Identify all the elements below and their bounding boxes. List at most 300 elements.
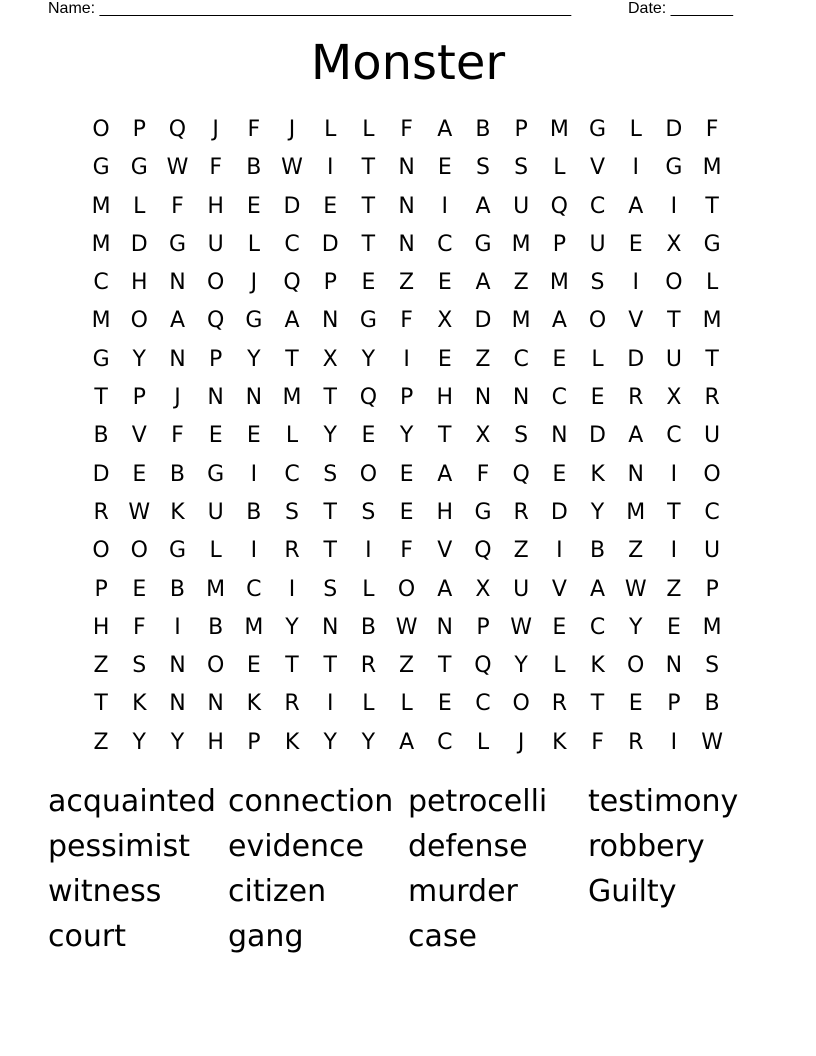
word-row [48, 780, 768, 825]
grid-letter: P [667, 691, 681, 717]
grid-letter: L [324, 117, 337, 142]
grid-letter: J [174, 385, 181, 411]
grid-letter: K [246, 691, 262, 717]
grid-letter: Y [323, 729, 337, 755]
grid-letter: U [704, 423, 721, 449]
grid-letter: I [670, 729, 678, 755]
grid-letter: C [704, 499, 720, 525]
grid-letter: Y [170, 729, 185, 755]
grid-letter: I [632, 270, 639, 296]
grid-letter: N [169, 653, 186, 679]
grid-letter: D [474, 308, 492, 334]
grid-letter: F [132, 614, 146, 640]
grid-letter: A [437, 576, 453, 602]
grid-letter: B [208, 614, 224, 640]
grid-letter: I [288, 576, 296, 602]
grid-letter: G [359, 308, 377, 334]
grid-letter: A [169, 308, 185, 334]
grid-letter: E [399, 499, 414, 525]
grid-letter: U [513, 193, 530, 219]
grid-letter: W [281, 155, 303, 181]
grid-letter: U [665, 346, 682, 372]
grid-letter: T [94, 385, 108, 411]
grid-letter: S [323, 576, 338, 602]
grid-letter: E [246, 653, 261, 679]
grid-letter: H [207, 729, 224, 755]
grid-letter: T [361, 231, 376, 257]
grid-letter: Y [361, 729, 376, 755]
grid-letter: Y [628, 614, 643, 640]
grid-letter: N [512, 385, 530, 411]
grid-letter: H [92, 614, 110, 640]
search-word: petrocelli [408, 784, 548, 819]
grid-letter: A [284, 308, 300, 334]
grid-letter: C [551, 385, 568, 411]
grid-row [82, 302, 732, 340]
grid-letter: G [589, 117, 607, 142]
grid-letter: L [591, 346, 604, 372]
search-word: witness [48, 874, 162, 909]
grid-letter: A [475, 270, 491, 296]
grid-letter: S [361, 499, 376, 525]
grid-letter: R [513, 499, 529, 525]
grid-letter: E [628, 691, 643, 717]
grid-letter: Q [474, 538, 492, 564]
grid-letter: S [514, 423, 529, 449]
grid-letter: L [247, 231, 260, 257]
grid-letter: R [284, 538, 300, 564]
grid-letter: Z [475, 346, 491, 372]
grid-row [82, 226, 732, 264]
grid-letter: N [665, 653, 683, 679]
grid-letter: M [549, 270, 569, 296]
grid-letter: R [551, 691, 567, 717]
grid-letter: L [285, 423, 299, 449]
grid-letter: N [169, 346, 186, 372]
grid-letter: Z [399, 270, 415, 296]
grid-letter: E [437, 346, 452, 372]
grid-letter: V [551, 576, 567, 602]
grid-letter: G [474, 231, 492, 257]
search-word: defense [408, 829, 528, 864]
grid-row [82, 188, 732, 226]
grid-letter: A [551, 308, 567, 334]
grid-letter: L [209, 538, 222, 564]
grid-letter: X [475, 576, 491, 602]
grid-letter: T [667, 308, 681, 334]
grid-letter: F [591, 729, 604, 755]
grid-letter: C [513, 346, 529, 372]
grid-letter: G [130, 155, 148, 181]
grid-letter: M [91, 193, 111, 219]
grid-letter: K [284, 729, 300, 755]
grid-letter: C [475, 691, 491, 717]
grid-letter: U [704, 538, 721, 564]
grid-letter: Y [323, 423, 337, 449]
grid-letter: W [128, 499, 151, 525]
grid-letter: B [360, 614, 376, 640]
grid-letter: P [323, 270, 337, 296]
grid-letter: E [552, 346, 567, 372]
grid-letter: O [206, 653, 225, 679]
grid-letter: F [400, 538, 413, 564]
grid-letter: I [632, 155, 639, 181]
grid-letter: N [398, 193, 415, 219]
search-word: case [408, 919, 477, 954]
grid-letter: L [553, 155, 566, 181]
search-word: pessimist [48, 829, 191, 864]
grid-letter: P [132, 117, 146, 142]
grid-letter: L [362, 117, 375, 142]
word-row [48, 915, 768, 960]
grid-letter: E [246, 193, 261, 219]
grid-letter: E [552, 614, 567, 640]
grid-letter: G [168, 231, 186, 257]
grid-letter: F [476, 461, 490, 487]
grid-letter: E [132, 576, 147, 602]
grid-letter: O [359, 461, 378, 487]
name-field[interactable]: Name: _____________________________________________________ [48, 0, 572, 17]
grid-letter: N [398, 155, 415, 181]
word-list [48, 780, 768, 960]
grid-letter: N [207, 691, 224, 717]
grid-letter: O [512, 691, 530, 717]
grid-letter: T [705, 346, 719, 372]
grid-letter: G [474, 499, 492, 525]
grid-letter: T [285, 346, 299, 372]
grid-letter: K [590, 461, 605, 487]
grid-letter: B [246, 499, 262, 525]
grid-letter: I [174, 614, 181, 640]
grid-letter: N [321, 308, 339, 334]
grid-letter: D [665, 117, 683, 142]
grid-letter: E [132, 461, 147, 487]
grid-letter: Z [93, 653, 109, 679]
grid-letter: N [627, 461, 644, 487]
page-title: Monster [310, 35, 506, 91]
grid-letter: U [207, 231, 224, 257]
grid-letter: N [169, 691, 186, 717]
search-word: Guilty [588, 874, 677, 909]
grid-letter: C [284, 461, 300, 487]
grid-letter: P [705, 576, 719, 602]
grid-letter: V [437, 538, 453, 564]
grid-letter: D [589, 423, 606, 449]
grid-letter: X [322, 346, 338, 372]
grid-letter: R [284, 691, 300, 717]
grid-letter: N [245, 385, 263, 411]
grid-letter: C [666, 423, 682, 449]
grid-row [82, 532, 732, 570]
grid-letter: Y [247, 346, 261, 372]
grid-letter: O [92, 117, 110, 142]
grid-letter: F [209, 155, 222, 181]
grid-letter: H [436, 385, 454, 411]
grid-row [82, 111, 732, 149]
grid-letter: I [670, 538, 678, 564]
grid-letter: O [130, 538, 148, 564]
grid-letter: N [474, 385, 492, 411]
grid-letter: F [171, 193, 184, 219]
grid-letter: Y [285, 614, 299, 640]
grid-letter: T [361, 155, 376, 181]
letter-grid [82, 111, 732, 762]
grid-letter: W [166, 155, 189, 181]
grid-letter: I [556, 538, 563, 564]
grid-letter: I [670, 193, 678, 219]
grid-letter: P [209, 346, 223, 372]
grid-letter: P [552, 231, 566, 257]
grid-letter: A [590, 576, 606, 602]
grid-letter: C [437, 729, 453, 755]
grid-letter: G [665, 155, 683, 181]
grid-letter: H [131, 270, 148, 296]
grid-letter: B [475, 117, 491, 142]
grid-letter: Q [168, 117, 187, 142]
grid-letter: D [283, 193, 301, 219]
grid-letter: U [207, 499, 224, 525]
grid-letter: Z [513, 538, 529, 564]
header-line [48, 0, 748, 20]
grid-letter: Y [399, 423, 414, 449]
grid-letter: T [705, 193, 719, 219]
grid-row [82, 647, 732, 685]
grid-letter: W [701, 729, 723, 755]
grid-letter: O [206, 270, 225, 296]
grid-letter: T [323, 499, 337, 525]
grid-letter: E [399, 461, 414, 487]
search-word: court [48, 919, 126, 954]
grid-letter: C [437, 231, 453, 257]
grid-letter: D [92, 461, 110, 487]
search-word: murder [408, 874, 518, 909]
grid-letter: O [627, 653, 645, 679]
grid-letter: I [326, 155, 334, 181]
grid-letter: C [246, 576, 262, 602]
grid-letter: O [588, 308, 607, 334]
grid-letter: D [550, 499, 568, 525]
grid-letter: Q [512, 461, 530, 487]
word-row [48, 825, 768, 870]
grid-letter: B [169, 576, 186, 602]
grid-letter: T [323, 538, 337, 564]
grid-letter: M [549, 117, 569, 142]
grid-letter: M [91, 308, 111, 334]
grid-letter: P [476, 614, 490, 640]
grid-letter: I [326, 691, 334, 717]
grid-row [82, 571, 732, 609]
grid-letter: I [250, 461, 258, 487]
grid-letter: E [361, 270, 376, 296]
grid-letter: P [399, 385, 414, 411]
grid-letter: Y [590, 499, 605, 525]
grid-letter: Y [361, 346, 376, 372]
grid-row [82, 149, 732, 187]
grid-letter: O [665, 270, 683, 296]
search-word: gang [228, 919, 304, 954]
grid-letter: Z [628, 538, 644, 564]
grid-letter: K [552, 729, 567, 755]
date-field[interactable]: Date: _______ [628, 0, 733, 17]
grid-letter: S [514, 155, 529, 181]
grid-letter: L [553, 653, 566, 679]
grid-letter: F [705, 117, 719, 142]
grid-letter: L [476, 729, 490, 755]
grid-letter: G [703, 231, 721, 257]
grid-letter: G [245, 308, 263, 334]
grid-row [82, 417, 732, 455]
grid-letter: C [589, 193, 606, 219]
grid-letter: J [517, 729, 525, 755]
search-word: testimony [588, 784, 739, 819]
grid-letter: T [323, 653, 337, 679]
grid-letter: N [321, 614, 339, 640]
grid-letter: M [702, 308, 722, 334]
grid-letter: L [629, 117, 642, 142]
grid-letter: J [212, 117, 219, 142]
grid-letter: K [590, 653, 605, 679]
grid-letter: X [666, 231, 682, 257]
grid-letter: F [400, 308, 413, 334]
grid-letter: C [93, 270, 109, 296]
grid-row [82, 341, 732, 379]
grid-letter: F [247, 117, 261, 142]
grid-letter: X [437, 308, 453, 334]
grid-letter: Q [206, 308, 225, 334]
grid-letter: I [365, 538, 372, 564]
grid-letter: V [590, 155, 606, 181]
grid-letter: D [321, 231, 339, 257]
grid-letter: G [207, 461, 225, 487]
grid-letter: D [130, 231, 148, 257]
grid-letter: H [207, 193, 224, 219]
grid-letter: O [703, 461, 721, 487]
grid-letter: R [93, 499, 109, 525]
grid-letter: U [589, 231, 606, 257]
grid-row [82, 456, 732, 494]
grid-letter: S [132, 653, 147, 679]
grid-letter: F [400, 117, 413, 142]
grid-letter: Q [359, 385, 378, 411]
grid-row [82, 379, 732, 417]
grid-letter: T [361, 193, 376, 219]
grid-letter: Y [132, 729, 146, 755]
grid-letter: M [511, 231, 531, 257]
grid-letter: M [511, 308, 531, 334]
grid-letter: N [207, 385, 224, 411]
grid-row [82, 494, 732, 532]
grid-letter: M [91, 231, 111, 257]
grid-letter: E [208, 423, 223, 449]
grid-letter: X [666, 385, 682, 411]
search-word: robbery [588, 829, 705, 864]
grid-letter: S [323, 461, 338, 487]
word-row [48, 870, 768, 915]
grid-letter: R [628, 729, 644, 755]
grid-letter: A [628, 193, 644, 219]
grid-letter: V [131, 423, 147, 449]
grid-letter: F [171, 423, 184, 449]
grid-letter: X [475, 423, 491, 449]
grid-letter: A [437, 461, 453, 487]
grid-letter: Q [550, 193, 568, 219]
grid-letter: N [551, 423, 568, 449]
grid-letter: B [246, 155, 262, 181]
grid-letter: A [399, 729, 415, 755]
grid-letter: O [130, 308, 148, 334]
grid-letter: A [628, 423, 644, 449]
grid-letter: E [246, 423, 261, 449]
grid-letter: O [92, 538, 110, 564]
grid-letter: P [247, 729, 261, 755]
grid-letter: H [436, 499, 454, 525]
grid-letter: S [590, 270, 605, 296]
grid-letter: B [589, 538, 606, 564]
grid-letter: B [169, 461, 186, 487]
grid-letter: E [323, 193, 338, 219]
grid-letter: M [702, 155, 722, 181]
grid-letter: Q [283, 270, 301, 296]
grid-letter: M [244, 614, 264, 640]
grid-letter: P [94, 576, 108, 602]
grid-letter: Z [93, 729, 109, 755]
search-word: citizen [228, 874, 327, 909]
grid-letter: Y [132, 346, 146, 372]
grid-letter: N [169, 270, 186, 296]
grid-letter: E [552, 461, 567, 487]
grid-letter: V [628, 308, 644, 334]
grid-letter: E [666, 614, 681, 640]
grid-letter: I [670, 461, 678, 487]
search-word: acquainted [48, 784, 216, 819]
grid-letter: G [92, 346, 110, 372]
grid-letter: Z [399, 653, 415, 679]
grid-letter: T [590, 691, 605, 717]
grid-row [82, 264, 732, 302]
grid-letter: U [513, 576, 530, 602]
grid-letter: D [627, 346, 645, 372]
grid-letter: L [400, 691, 413, 717]
grid-letter: S [475, 155, 490, 181]
grid-letter: Z [513, 270, 529, 296]
grid-letter: J [250, 270, 258, 296]
grid-row [82, 609, 732, 647]
grid-letter: Y [514, 653, 528, 679]
grid-letter: E [437, 270, 452, 296]
grid-letter: G [92, 155, 110, 181]
grid-letter: K [132, 691, 147, 717]
grid-letter: O [397, 576, 416, 602]
grid-letter: Z [666, 576, 682, 602]
grid-letter: T [438, 653, 452, 679]
grid-letter: M [206, 576, 226, 602]
grid-letter: I [250, 538, 258, 564]
grid-letter: T [94, 691, 108, 717]
grid-letter: J [288, 117, 296, 142]
grid-letter: E [590, 385, 605, 411]
grid-letter: M [626, 499, 646, 525]
grid-letter: P [132, 385, 146, 411]
grid-letter: E [361, 423, 376, 449]
grid-letter: T [285, 653, 299, 679]
grid-letter: P [514, 117, 528, 142]
grid-letter: W [395, 614, 418, 640]
grid-letter: I [403, 346, 410, 372]
grid-letter: R [704, 385, 720, 411]
grid-letter: C [284, 231, 300, 257]
grid-letter: B [93, 423, 109, 449]
grid-letter: E [437, 155, 452, 181]
